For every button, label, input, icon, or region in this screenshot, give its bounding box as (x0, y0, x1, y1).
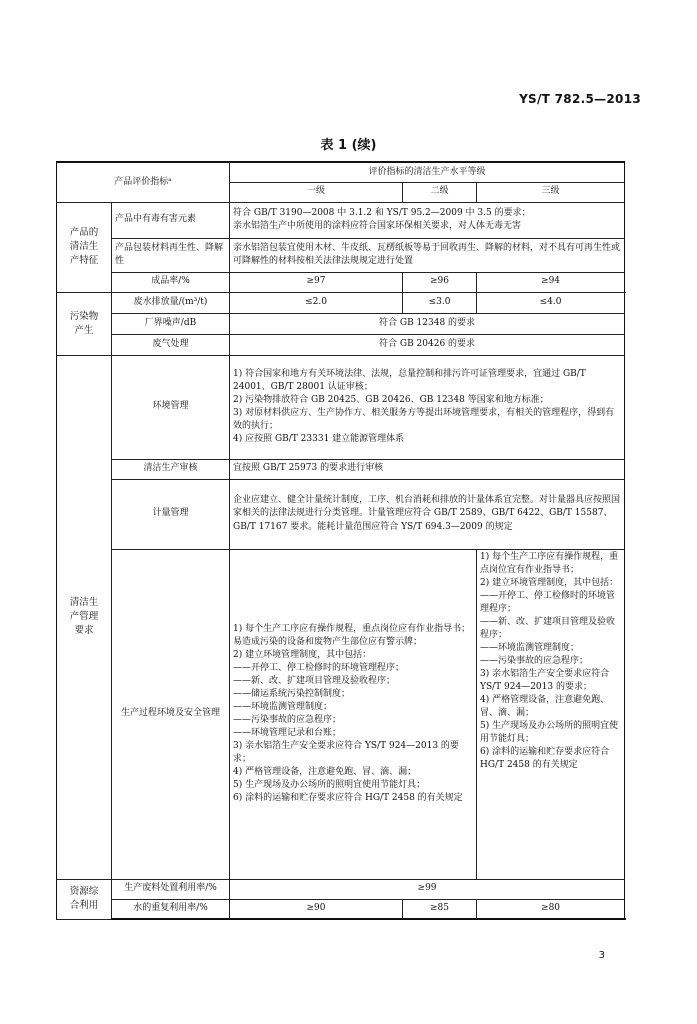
yield-level-3: ≥94 (477, 272, 625, 292)
level-header: 评价指标的清洁生产水平等级 (230, 162, 625, 182)
yield-level-2: ≥96 (403, 272, 477, 292)
water-level-3: ≥80 (477, 899, 625, 919)
yield-label: 成品率/% (112, 272, 230, 292)
standard-number: YS/T 782.5—2013 (519, 92, 641, 106)
waste-value: ≥99 (230, 879, 625, 899)
page-number: 3 (598, 950, 605, 961)
category-management: 清洁生 产管理 要求 (57, 355, 112, 879)
level-3-header: 三级 (477, 182, 625, 202)
hazard-label: 产品中有毒有害元素 (112, 202, 230, 238)
wastewater-level-2: ≤3.0 (403, 292, 477, 313)
level-2-header: 二级 (403, 182, 477, 202)
evaluation-table (56, 161, 625, 920)
water-label: 水的重复利用率/% (112, 899, 230, 919)
level-1-header: 一级 (230, 182, 403, 202)
wastewater-level-1: ≤2.0 (230, 292, 403, 313)
wastewater-label: 废水排放量/(m³/t) (112, 292, 230, 313)
gas-value: 符合 GB 20426 的要求 (230, 334, 625, 355)
process-label: 生产过程环境及安全管理 (112, 549, 230, 879)
noise-label: 厂界噪声/dB (112, 313, 230, 334)
category-product: 产品的 清洁生 产特征 (57, 202, 112, 292)
packaging-label: 产品包装材料再生性、降解性 (112, 238, 230, 272)
noise-value: 符合 GB 12348 的要求 (230, 313, 625, 334)
audit-label: 清洁生产审核 (112, 459, 230, 479)
metering-value: 企业应建立、健全计量统计制度，工序、机台消耗和排放的计量体系宜完整。对计量器具应按照国家相关的法律法规进行分类管理。计量管理应符合 GB/T 2589、GB/T 6422、GB/T 15587、GB/T 17167 要求。能耗计量范围应符合 YS/T 694.3—2009 的规定 (230, 479, 625, 549)
waste-label: 生产废料处置利用率/% (112, 879, 230, 899)
hazard-value: 符合 GB/T 3190—2008 中 3.1.2 和 YS/T 95.2—2009 中 3.5 的要求； 亲水铝箔生产中所使用的涂料应符合国家环保相关要求，对人体无毒无害 (230, 202, 625, 238)
audit-value: 宜按照 GB/T 25973 的要求进行审核 (230, 459, 625, 479)
category-resources: 资源综 合利用 (57, 879, 112, 919)
indicator-header: 产品评价指标ᵃ (57, 162, 230, 202)
table-caption: 表 1 (续) (320, 138, 377, 153)
gas-label: 废气处理 (112, 334, 230, 355)
yield-level-1: ≥97 (230, 272, 403, 292)
water-level-2: ≥85 (403, 899, 477, 919)
process-value-level-1-2: 1) 每个生产工序应有操作规程，重点岗位应有作业指导书；易造成污染的设备和废物产生部位应有警示牌； 2) 建立环境管理制度，其中包括： ——开停工、停工检修时的环境管理程序； ——新、改、扩建项目管理及验收程序； ——储运系统污染控制制度； ——环境监测管理制度； ——污染事故的应急程序； ——环境管理记录和台账； 3) 亲水铝箔生产安全要求应符合 YS/T 924—2013 的要求； 4) 严格管理设备，注意避免跑、冒、滴、漏； 5) 生产现场及办公场所的照明宜使用节能灯具； 6) 涂料的运输和贮存要求应符合 HG/T 2458 的有关规定 (230, 549, 477, 879)
metering-label: 计量管理 (112, 479, 230, 549)
water-level-1: ≥90 (230, 899, 403, 919)
env-label: 环境管理 (112, 355, 230, 459)
env-value: 1) 符合国家和地方有关环境法律、法规，总量控制和排污许可证管理要求，宜通过 GB/T 24001、GB/T 28001 认证审核； 2) 污染物排放符合 GB 20425、GB 20426、GB 12348 等国家和地方标准； 3) 对原材料供应方、生产协作方、相关服务方等提出环境管理要求，有相关的管理程序，得到有效的执行； 4) 应按照 GB/T 23331 建立能源管理体系 (230, 355, 625, 459)
wastewater-level-3: ≤4.0 (477, 292, 625, 313)
packaging-value: 亲水铝箔包装宜使用木材、牛皮纸、瓦楞纸板等易于回收再生、降解的材料，对不具有可再生性或可降解性的材料按相关法律法规规定进行处置 (230, 238, 625, 272)
process-value-level-3: 1) 每个生产工序应有操作规程，重点岗位宜有作业指导书； 2) 建立环境管理制度，其中包括： ——开停工、停工检修时的环境管理程序； ——新、改、扩建项目管理及验收程序； ——环境监测管理制度； ——污染事故的应急程序； 3) 亲水铝箔生产安全要求应符合 YS/T 924—2013 的要求； 4) 严格管理设备，注意避免跑、冒、滴、漏； 5) 生产现场及办公场所的照明宜使用节能灯具； 6) 涂料的运输和贮存要求应符合 HG/T 2458 的有关规定 (477, 549, 625, 879)
category-pollution: 污染物 产生 (57, 292, 112, 355)
